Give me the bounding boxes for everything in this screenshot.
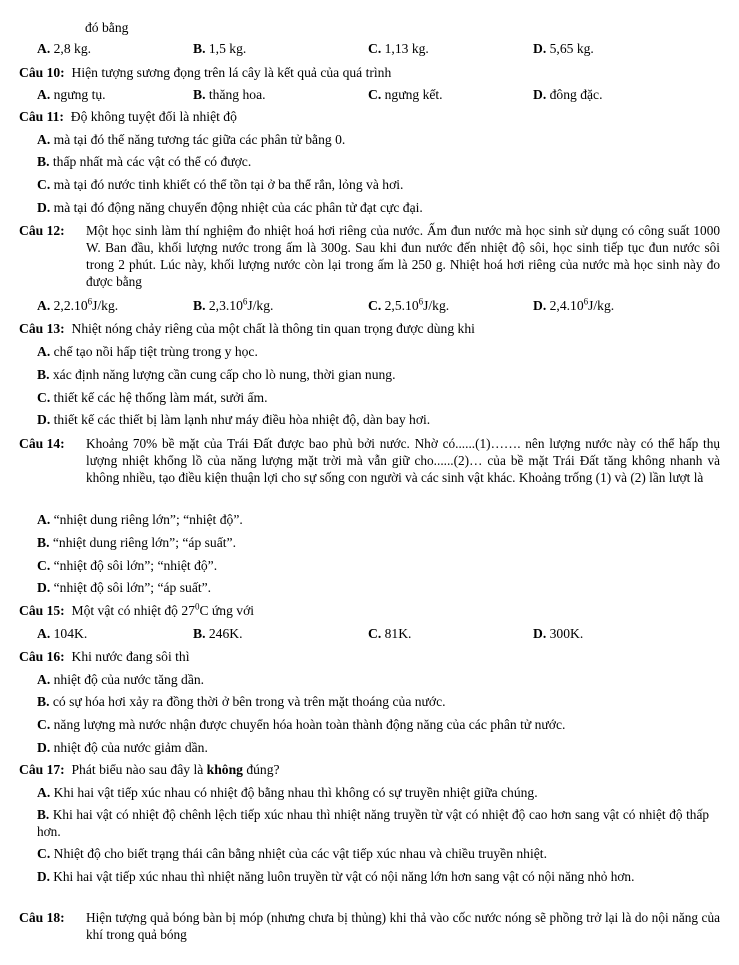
q14-stem: Khoảng 70% bề mặt của Trái Đất được bao phủ bởi nước. Nhờ có......(1)……. nên lượng nước này có thể hấp thụ lượng nhiệt khổng lồ của năng lượng mặt trời mà vẫn giữ cho......(2)… của bề mặt Trái Đất tăng không nhanh và không nhiều, tạo điều kiện thuận lợi cho sự sống con người và các sinh vật khác. Khoảng trống (1) và (2) lần lượt là [86,436,720,485]
q14-number: Câu 14: [19,436,65,451]
q11-stem: Câu 11: Độ không tuyệt đối là nhiệt độ [19,109,237,124]
q10-stem: Câu 10: Hiện tượng sương đọng trên lá cây là kết quả của quá trình [19,65,392,80]
q13-option-a[interactable]: A. chế tạo nồi hấp tiệt trùng trong y học. [37,344,258,359]
q17-stem: Câu 17: Phát biểu nào sau đây là không đúng? [19,762,280,777]
q12-stem: Một học sinh làm thí nghiệm đo nhiệt hoá hơi riêng của nước. Ấm đun nước mà học sinh sử dụng có công suất 1000 W. Ban đầu, khối lượng nước trong ấm là 300g. Sau khi đun nước đến nhiệt độ sôi, học sinh tiếp tục đun nước sôi trong 2 phút. Lúc này, khối lượng nước còn lại trong ấm là 250 g. Nhiệt hoá hơi riêng của nước mà học sinh này đo được bằng [86,223,720,289]
q11-option-b[interactable]: B. thấp nhất mà các vật có thể có được. [37,154,252,169]
q12-option-d[interactable]: D. 2,4.10$^6$J/kg. [533,296,615,313]
q16-option-b[interactable]: B. có sự hóa hơi xảy ra đồng thời ở bên trong và trên mặt thoáng của nước. [37,694,446,709]
q13-option-c[interactable]: C. thiết kế các hệ thống làm mát, sưởi ấm. [37,390,268,405]
q12-option-c[interactable]: C. 2,5.10$^6$J/kg. [368,296,450,313]
q16-option-c[interactable]: C. năng lượng mà nước nhận được chuyển hóa hoàn toàn thành động năng của các phân tử nước. [37,717,566,732]
q15-option-a[interactable]: A. 104K. [37,626,88,641]
q14-option-d[interactable]: D. “nhiệt độ sôi lớn”; “áp suất”. [37,580,212,595]
q17-option-b[interactable]: B. Khi hai vật có nhiệt độ chênh lệch tiếp xúc nhau thì nhiệt năng truyền từ vật có nhiệt độ cao hơn sang vật có nhiệt độ thấp hơn. [37,807,710,839]
q10-option-c[interactable]: C. ngưng kết. [368,87,443,102]
q10-option-d[interactable]: D. đông đặc. [533,87,603,102]
q18-number: Câu 18: [19,910,65,925]
q10-option-a[interactable]: A. ngưng tụ. [37,87,106,102]
q16-option-a[interactable]: A. nhiệt độ của nước tăng dần. [37,672,205,687]
q11-option-a[interactable]: A. mà tại đó thế năng tương tác giữa các phân tử bằng 0. [37,132,346,147]
q9-stem-tail: đó bằng [85,20,129,35]
q16-stem: Câu 16: Khi nước đang sôi thì [19,649,190,664]
q15-option-b[interactable]: B. 246K. [193,626,243,641]
q18-stem: Hiện tượng quả bóng bàn bị móp (nhưng chưa bị thủng) khi thả vào cốc nước nóng sẽ phồng trở lại là do nội năng của khí trong quả bóng [86,910,720,942]
q10-option-b[interactable]: B. thăng hoa. [193,87,266,102]
q9-option-c[interactable]: C. 1,13 kg. [368,41,429,56]
q12-number: Câu 12: [19,223,65,238]
q12-option-a[interactable]: A. 2,2.10$^6$J/kg. [37,296,119,313]
q13-stem: Câu 13: Nhiệt nóng chảy riêng của một chất là thông tin quan trọng được dùng khi [19,321,475,336]
q11-option-d[interactable]: D. mà tại đó động năng chuyển động nhiệt của các phân tử đạt cực đại. [37,200,423,215]
q15-option-d[interactable]: D. 300K. [533,626,584,641]
q14-option-a[interactable]: A. “nhiệt dung riêng lớn”; “nhiệt độ”. [37,512,243,527]
q16-option-d[interactable]: D. nhiệt độ của nước giảm dần. [37,740,208,755]
q17-option-c[interactable]: C. Nhiệt độ cho biết trạng thái cân bằng nhiệt của các vật tiếp xúc nhau và chiều truyền nhiệt. [37,846,547,861]
q17-option-d[interactable]: D. Khi hai vật tiếp xúc nhau thì nhiệt năng luôn truyền từ vật có nội năng lớn hơn sang vật có nội năng nhỏ hơn. [37,869,635,884]
q15-stem: Câu 15: Một vật có nhiệt độ $27^0C$ ứng với [19,601,255,618]
q17-option-a[interactable]: A. Khi hai vật tiếp xúc nhau có nhiệt độ bằng nhau thì không có sự truyền nhiệt giữa chúng. [37,785,538,800]
q11-option-c[interactable]: C. mà tại đó nước tinh khiết có thể tồn tại ở ba thể rắn, lỏng và hơi. [37,177,404,192]
q15-option-c[interactable]: C. 81K. [368,626,412,641]
q14-option-c[interactable]: C. “nhiệt độ sôi lớn”; “nhiệt độ”. [37,558,218,573]
q9-option-b[interactable]: B. 1,5 kg. [193,41,247,56]
q13-option-b[interactable]: B. xác định năng lượng cần cung cấp cho lò nung, thời gian nung. [37,367,396,382]
q14-option-b[interactable]: B. “nhiệt dung riêng lớn”; “áp suất”. [37,535,236,550]
q9-option-a[interactable]: A. 2,8 kg. [37,41,92,56]
q13-option-d[interactable]: D. thiết kế các thiết bị làm lạnh như máy điều hòa nhiệt độ, dàn bay hơi. [37,412,431,427]
q9-option-d[interactable]: D. 5,65 kg. [533,41,594,56]
q12-option-b[interactable]: B. 2,3.10$^6$J/kg. [193,296,274,313]
